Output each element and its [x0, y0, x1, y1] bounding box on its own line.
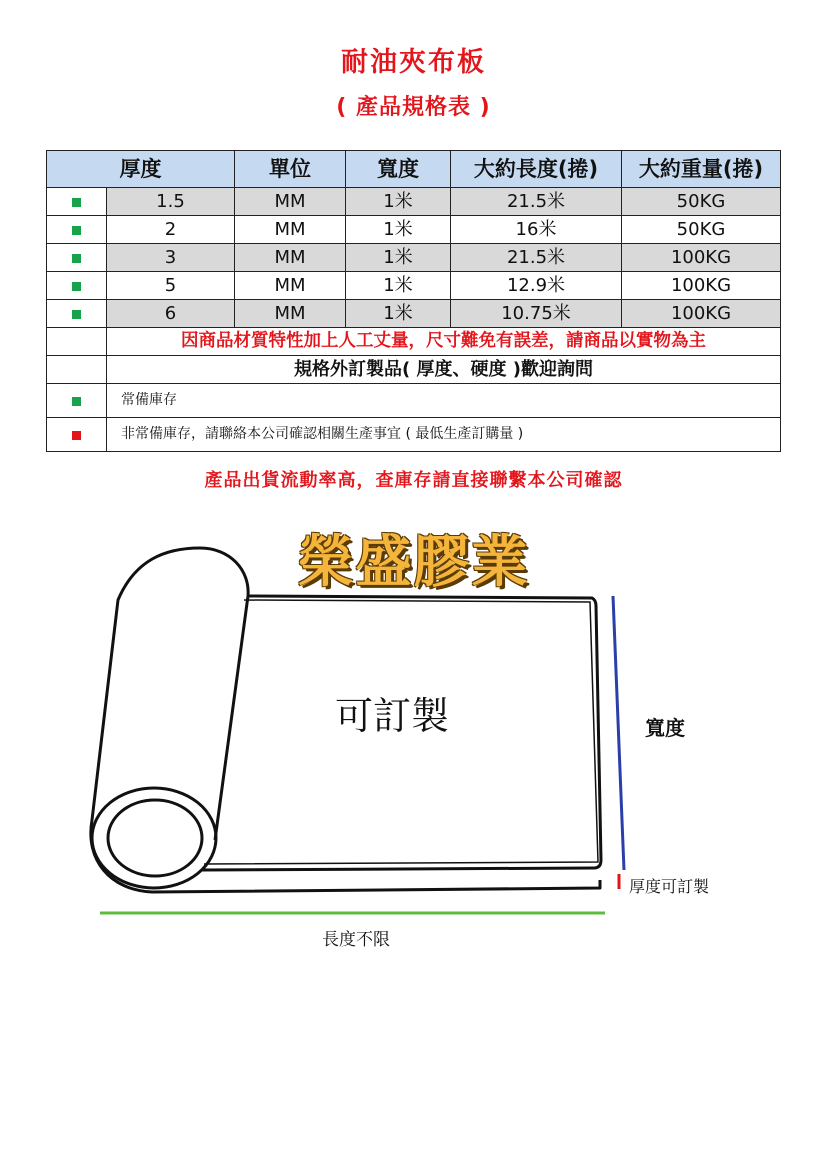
custom-order-note: 規格外訂製品( 厚度、硬度 )歡迎詢問 — [107, 356, 781, 384]
cell-unit: MM — [235, 300, 346, 328]
cell-length: 10.75米 — [451, 300, 622, 328]
customizable-label: 可訂製 — [335, 694, 450, 738]
header-weight: 大約重量(捲) — [622, 151, 781, 188]
cell-length: 21.5米 — [451, 188, 622, 216]
cell-thickness: 5 — [107, 272, 235, 300]
roll-end-inner — [108, 800, 202, 876]
cell-weight: 100KG — [622, 300, 781, 328]
header-width: 寬度 — [346, 151, 451, 188]
legend-not-in-stock: 非常備庫存，請聯絡本公司確認相關生產事宜 ( 最低生產訂購量 ) — [107, 418, 781, 452]
cell-unit: MM — [235, 244, 346, 272]
header-thickness: 厚度 — [47, 151, 235, 188]
cell-length: 21.5米 — [451, 244, 622, 272]
roll-side — [215, 596, 248, 840]
cell-length: 16米 — [451, 216, 622, 244]
cell-thickness: 6 — [107, 300, 235, 328]
page-subtitle: ( 產品規格表 ) — [336, 95, 491, 120]
thickness-label: 厚度可訂製 — [629, 877, 710, 896]
cell-thickness: 3 — [107, 244, 235, 272]
header-unit: 單位 — [235, 151, 346, 188]
cell-weight: 50KG — [622, 216, 781, 244]
width-label: 寬度 — [645, 716, 685, 740]
cell-unit: MM — [235, 272, 346, 300]
cell-width: 1米 — [346, 300, 451, 328]
length-label: 長度不限 — [322, 930, 390, 950]
header-length: 大約長度(捲) — [451, 151, 622, 188]
cell-weight: 100KG — [622, 272, 781, 300]
cell-width: 1米 — [346, 272, 451, 300]
stock-note: 產品出貨流動率高，查庫存請直接聯繫本公司確認 — [204, 470, 623, 491]
cell-unit: MM — [235, 216, 346, 244]
cell-thickness: 2 — [107, 216, 235, 244]
cell-width: 1米 — [346, 244, 451, 272]
cell-thickness: 1.5 — [107, 188, 235, 216]
cell-length: 12.9米 — [451, 272, 622, 300]
cell-width: 1米 — [346, 188, 451, 216]
legend-in-stock: 常備庫存 — [107, 384, 781, 418]
brand-logo: 榮盛膠業 — [297, 530, 530, 595]
cell-unit: MM — [235, 188, 346, 216]
roll-end-outer — [92, 788, 216, 888]
width-measure-line — [613, 596, 624, 870]
cell-weight: 50KG — [622, 188, 781, 216]
page-title: 耐油夾布板 — [341, 47, 486, 78]
cell-width: 1米 — [346, 216, 451, 244]
measurement-note: 因商品材質特性加上人工丈量，尺寸難免有誤差，請商品以實物為主 — [107, 328, 781, 356]
cell-weight: 100KG — [622, 244, 781, 272]
